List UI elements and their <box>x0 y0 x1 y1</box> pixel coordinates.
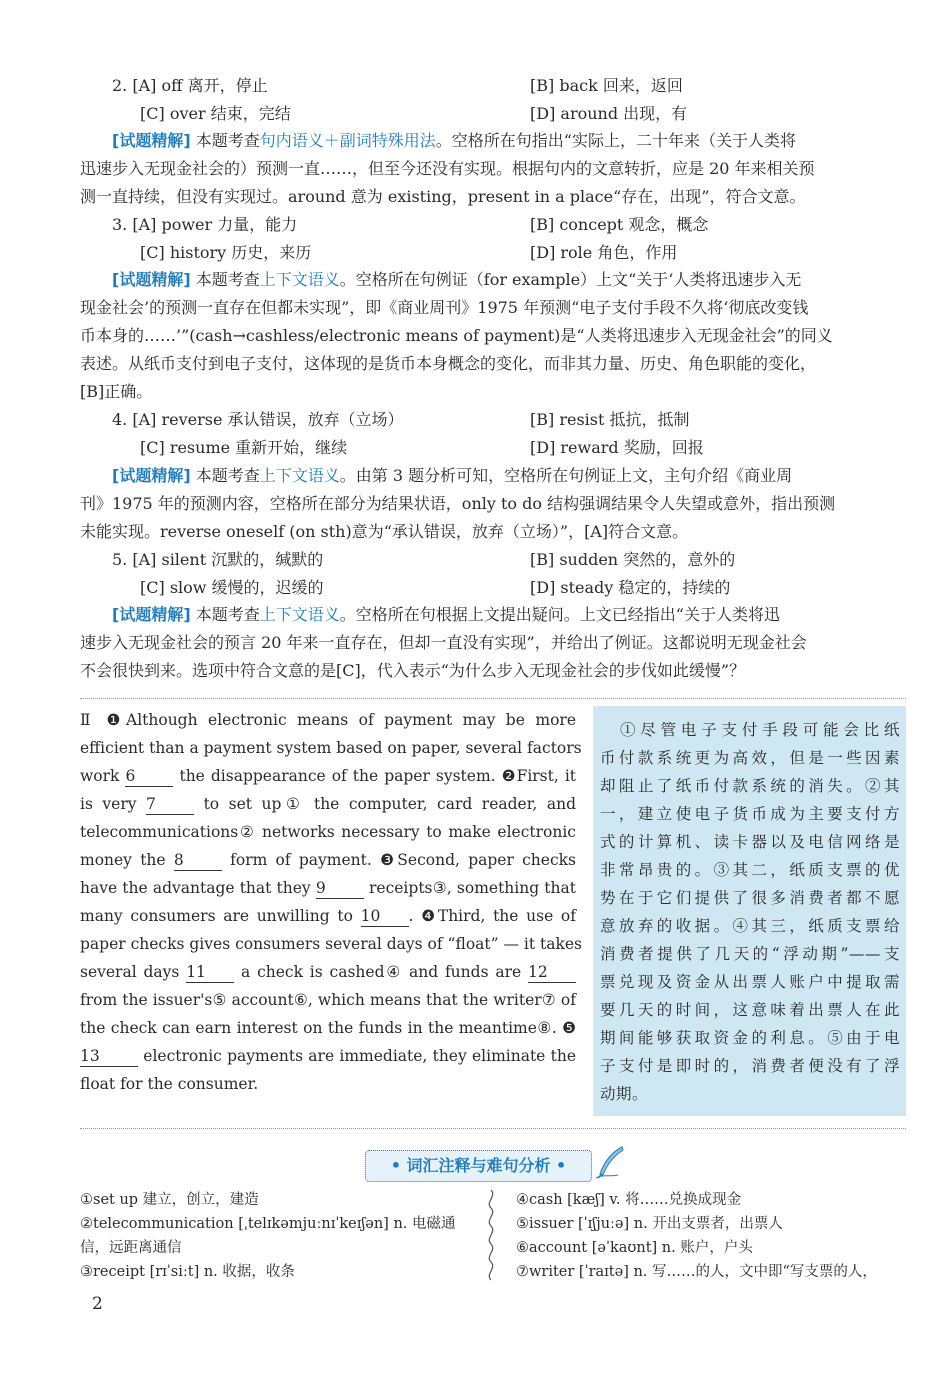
passage-line-12: the check can earn interest on the funds in the meantime⑧. ❺ <box>80 1019 576 1037</box>
translation-line-3: 却阻止了纸币付款系统的消失。②其 <box>600 777 900 795</box>
q5-option-c: [C] slow 缓慢的，迟缓的 <box>140 578 324 597</box>
q4-option-d: [D] reward 奖励，回报 <box>530 438 704 457</box>
q4-option-c: [C] resume 重新开始，继续 <box>140 438 348 457</box>
vocab-left-4: ③receipt [rɪˈsiːt] n. 收据，收条 <box>80 1264 295 1280</box>
section-divider <box>80 698 906 699</box>
q3-analysis-line-4: 表述。从纸币支付到电子支付，这体现的是货币本身概念的变化，而非其力量、历史、角色职能的变化， <box>80 354 817 373</box>
vocab-left-3: 信，远距离通信 <box>80 1240 182 1256</box>
blank-8: 8 <box>174 850 222 871</box>
q3-analysis-line-1: [试题精解] 本题考查上下文语义。空格所在句例证（for example）上文“关于‘人类将迅速步入无 <box>112 270 802 289</box>
translation-line-8: 意放弃的收据。④其三，纸质支票给 <box>600 917 900 935</box>
passage-line-1: Ⅱ ❶Although electronic means of payment may be more <box>80 711 576 729</box>
quill-pen-icon <box>592 1144 628 1180</box>
q4-analysis-line-3: 未能实现。reverse oneself (on sth)意为“承认错误，放弃（立场）”，[A]符合文意。 <box>80 522 689 541</box>
passage-line-4: is very 7 to set up① the computer, card reader, and <box>80 795 576 813</box>
q2-option-d: [D] around 出现，有 <box>530 104 688 123</box>
blank-7: 7 <box>146 794 194 815</box>
blank-12: 12 <box>528 962 576 983</box>
q5-option-b: [B] sudden 突然的，意外的 <box>530 550 736 569</box>
q4-analysis-line-1: [试题精解] 本题考查上下文语义。由第 3 题分析可知，空格所在句例证上文，主句介绍《商业周 <box>112 466 793 485</box>
blank-6: 6 <box>125 766 173 787</box>
passage-line-7: have the advantage that they 9 receipts③, something that <box>80 879 576 897</box>
translation-line-7: 势在于它们提供了很多消费者都不愿 <box>600 889 900 907</box>
passage-line-13: 13 electronic payments are immediate, they eliminate the <box>80 1047 576 1065</box>
translation-line-9: 消费者提供了几天的“浮动期”——支 <box>600 945 900 963</box>
vocab-right-3: ⑥account [əˈkaʊnt] n. 账户，户头 <box>516 1240 753 1256</box>
keyword: 上下文语义 <box>259 466 340 485</box>
q2-option-a: 2. [A] off 离开，停止 <box>112 76 268 95</box>
passage-line-10: several days 11 a check is cashed④ and funds are 12 <box>80 962 576 983</box>
q5-option-a: 5. [A] silent 沉默的，缄默的 <box>112 550 324 569</box>
translation-line-2: 币付款系统更为高效，但是一些因素 <box>600 749 900 767</box>
q2-analysis-line-3: 测一直持续，但没有实现过。around 意为 existing，present in a place“存在，出现”，符合文意。 <box>80 187 806 206</box>
q3-option-a: 3. [A] power 力量，能力 <box>112 215 298 234</box>
passage-line-6: money the 8 form of payment. ❸Second, paper checks <box>80 851 576 869</box>
passage-line-11: from the issuer's⑤ account⑥, which means that the writer⑦ of <box>80 991 576 1009</box>
analysis-tag: [试题精解] <box>112 466 191 485</box>
passage-line-14: float for the consumer. <box>80 1075 259 1093</box>
q5-option-d: [D] steady 稳定的，持续的 <box>530 578 731 597</box>
q4-option-b: [B] resist 抵抗，抵制 <box>530 410 690 429</box>
q3-option-d: [D] role 角色，作用 <box>530 243 678 262</box>
translation-line-12: 期间能够获取资金的利息。⑤由于电 <box>600 1029 900 1047</box>
q3-option-b: [B] concept 观念，概念 <box>530 215 709 234</box>
vocab-right-1: ④cash [kæʃ] v. 将……兑换成现金 <box>516 1192 742 1208</box>
analysis-tag: [试题精解] <box>112 270 191 289</box>
q2-option-b: [B] back 回来，返回 <box>530 76 683 95</box>
passage-line-8: many consumers are unwilling to 10 . ❹Third, the use of <box>80 907 576 925</box>
vocab-left-2: ②telecommunication [ˌtelɪkəmjuːnɪˈkeɪʃən] n. 电磁通 <box>80 1216 456 1232</box>
vocab-left-1: ①set up 建立，创立，建造 <box>80 1192 259 1208</box>
translation-line-6: 非常昂贵的。③其二，纸质支票的优 <box>600 861 900 879</box>
translation-line-10: 票兑现及资金从出票人账户中提取需 <box>600 973 900 991</box>
q3-analysis-line-2: 现金社会’的预测一直存在但都未实现”，即《商业周刊》1975 年预测“电子支付手段不久将‘彻底改变钱 <box>80 298 809 317</box>
translation-line-1: ①尽管电子支付手段可能会比纸 <box>620 721 900 739</box>
translation-line-11: 要几天的时间，这意味着出票人在此 <box>600 1001 900 1019</box>
blank-9: 9 <box>316 878 364 899</box>
translation-line-14: 动期。 <box>600 1085 649 1103</box>
q5-analysis-line-1: [试题精解] 本题考查上下文语义。空格所在句根据上文提出疑问。上文已经指出“关于人类将迅 <box>112 605 780 624</box>
keyword: 上下文语义 <box>259 270 340 289</box>
vocab-right-2: ⑤issuer [ˈɪʃjuːə] n. 开出支票者，出票人 <box>516 1216 783 1232</box>
analysis-tag: [试题精解] <box>112 605 191 624</box>
section-divider <box>80 1128 906 1129</box>
q5-analysis-line-3: 不会很快到来。选项中符合文意的是[C]，代入表示“为什么步入无现金社会的步伐如此缓慢”？ <box>80 661 746 680</box>
keyword: 上下文语义 <box>259 605 340 624</box>
q4-analysis-line-2: 刊》1975 年的预测内容，空格所在部分为结果状语，only to do 结构强调结果令人失望或意外，指出预测 <box>80 494 836 513</box>
passage-line-3: work 6 the disappearance of the paper system. ❷First, it <box>80 767 576 785</box>
blank-13: 13 <box>80 1046 138 1067</box>
vocab-right-4: ⑦writer [ˈraɪtə] n. 写……的人，文中即“写支票的人， <box>516 1264 877 1280</box>
translation-line-4: 一，建立使电子货币成为主要支付方 <box>600 805 900 823</box>
vocab-section-title: • 词汇注释与难句分析 • <box>365 1150 592 1182</box>
wavy-divider <box>484 1190 498 1282</box>
q3-analysis-line-5: [B]正确。 <box>80 382 153 401</box>
analysis-tag: [试题精解] <box>112 131 191 150</box>
q2-option-c: [C] over 结束，完结 <box>140 104 291 123</box>
q2-analysis-line-1: [试题精解] 本题考查句内语义＋副词特殊用法。空格所在句指出“实际上，二十年来（关于人类将 <box>112 131 796 150</box>
translation-line-5: 式的计算机、读卡器以及电信网络是 <box>600 833 900 851</box>
q3-analysis-line-3: 币本身的……’”(cash→cashless/electronic means of payment)是“人类将迅速步入无现金社会”的同义 <box>80 326 833 345</box>
q4-option-a: 4. [A] reverse 承认错误，放弃（立场） <box>112 410 404 429</box>
blank-11: 11 <box>186 962 234 983</box>
blank-10: 10 <box>361 906 409 927</box>
passage-line-2: efficient than a payment system based on paper, several factors <box>80 739 582 757</box>
q2-analysis-line-2: 迅速步入无现金社会的）预测一直……，但至今还没有实现。根据句内的文意转折，应是 20 年来相关预 <box>80 159 815 178</box>
keyword: 句内语义＋副词特殊用法 <box>259 131 436 150</box>
q5-analysis-line-2: 速步入无现金社会的预言 20 年来一直存在，但却一直没有实现”，并给出了例证。这都说明无现金社会 <box>80 633 807 652</box>
passage-line-5: telecommunications② networks necessary to make electronic <box>80 823 576 841</box>
q3-option-c: [C] history 历史，来历 <box>140 243 312 262</box>
passage-line-9: paper checks gives consumers several days of “float” — it takes <box>80 935 583 953</box>
page-number: 2 <box>92 1294 103 1314</box>
translation-line-13: 子支付是即时的，消费者便没有了浮 <box>600 1057 900 1075</box>
